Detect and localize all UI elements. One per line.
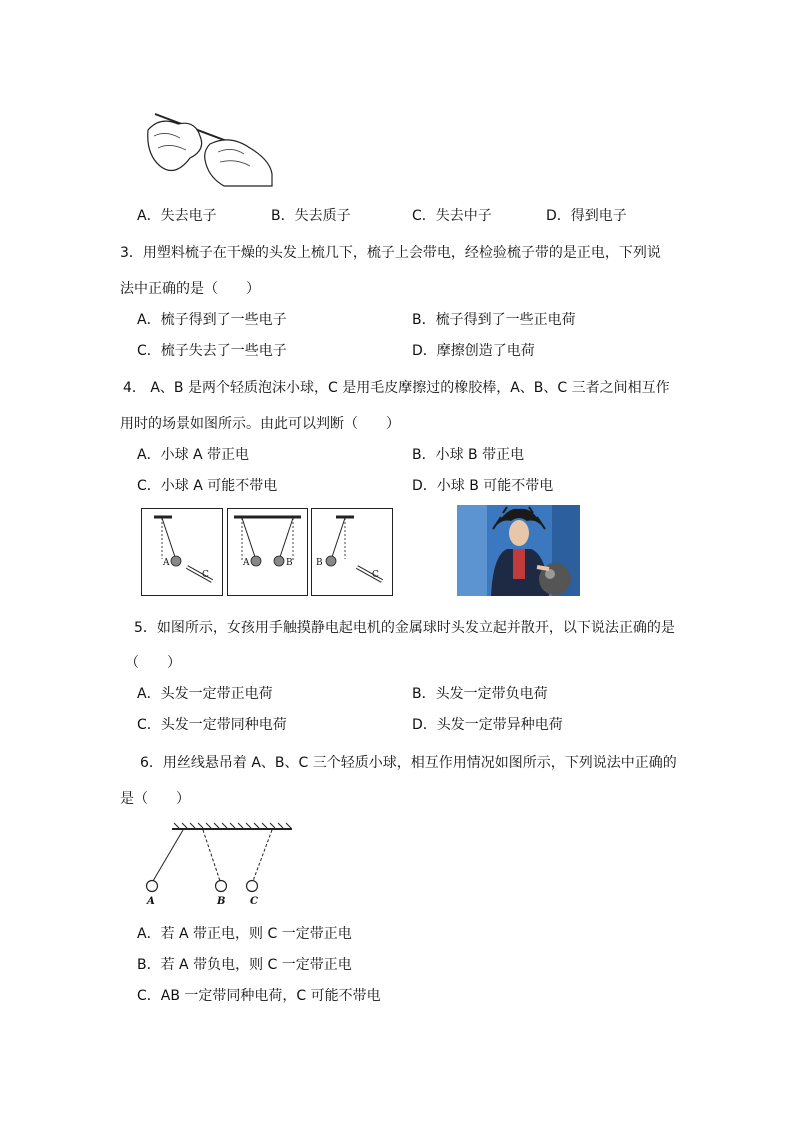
q3-option-d[interactable]: D．摩擦创造了电荷 — [412, 343, 535, 359]
q4-stem-line1: 4． A、B 是两个轻质泡沫小球，C 是用毛皮摩擦过的橡胶棒，A、B、C 三者之间相互作 — [123, 380, 670, 396]
q6-option-b[interactable]: B．若 A 带负电，则 C 一定带正电 — [137, 957, 352, 973]
q3-stem-line1: 3．用塑料梳子在干燥的头发上梳几下，梳子上会带电，经检验梳子带的是正电，下列说 — [120, 245, 661, 261]
q5-option-a[interactable]: A．头发一定带正电荷 — [137, 686, 273, 702]
q2-option-a[interactable]: A．失去电子 — [137, 208, 217, 224]
q3-option-c[interactable]: C．梳子失去了一些电子 — [137, 343, 287, 359]
q6-option-a[interactable]: A．若 A 带正电，则 C 一定带正电 — [137, 926, 352, 942]
q4-option-d[interactable]: D．小球 B 可能不带电 — [412, 478, 554, 494]
q5-option-d[interactable]: D．头发一定带异种电荷 — [412, 717, 563, 733]
q6-stem-line2: 是（ ） — [120, 791, 190, 807]
q6-fig-label-c: C — [250, 896, 258, 907]
q4-option-c[interactable]: C．小球 A 可能不带电 — [137, 478, 278, 494]
q4-fig-label-a1: A — [163, 558, 170, 568]
q4-stem-line2: 用时的场景如图所示。由此可以判断（ ） — [120, 416, 400, 432]
q4-fig-label-a2: A — [243, 558, 250, 568]
q6-fig-label-a: A — [147, 896, 155, 907]
q5-stem-line2: （ ） — [125, 655, 181, 671]
q4-fig-label-c1: C — [202, 570, 209, 580]
q4-option-b[interactable]: B．小球 B 带正电 — [412, 447, 525, 463]
q4-panel-3 — [311, 508, 393, 596]
q2-option-b[interactable]: B．失去质子 — [271, 208, 351, 224]
q5-option-c[interactable]: C．头发一定带同种电荷 — [137, 717, 287, 733]
q4-option-a[interactable]: A．小球 A 带正电 — [137, 447, 250, 463]
q4-panel-1 — [141, 508, 223, 596]
q4-panel-2 — [227, 508, 308, 596]
q5-stem-line1: 5．如图所示，女孩用手触摸静电起电机的金属球时头发立起并散开，以下说法正确的是 — [134, 620, 675, 636]
q4-fig-label-b3: B — [316, 558, 323, 568]
q6-stem-line1: 6．用丝线悬吊着 A、B、C 三个轻质小球，相互作用情况如图所示，下列说法中正确的 — [140, 755, 677, 771]
q6-hanging-balls-figure — [140, 820, 295, 910]
q2-option-c[interactable]: C．失去中子 — [412, 208, 492, 224]
q2-option-d[interactable]: D．得到电子 — [546, 208, 627, 224]
q3-option-b[interactable]: B．梳子得到了一些正电荷 — [412, 312, 576, 328]
q5-photo-girl-static-generator — [457, 505, 580, 596]
q3-stem-line2: 法中正确的是（ ） — [120, 281, 260, 297]
q4-fig-label-c3: C — [372, 570, 379, 580]
rubbing-rod-figure — [140, 108, 275, 188]
q6-option-c[interactable]: C．AB 一定带同种电荷，C 可能不带电 — [137, 988, 381, 1004]
q5-option-b[interactable]: B．头发一定带负电荷 — [412, 686, 548, 702]
q4-fig-label-b2: B — [286, 558, 293, 568]
q6-fig-label-b: B — [217, 896, 226, 907]
q3-option-a[interactable]: A．梳子得到了一些电子 — [137, 312, 287, 328]
